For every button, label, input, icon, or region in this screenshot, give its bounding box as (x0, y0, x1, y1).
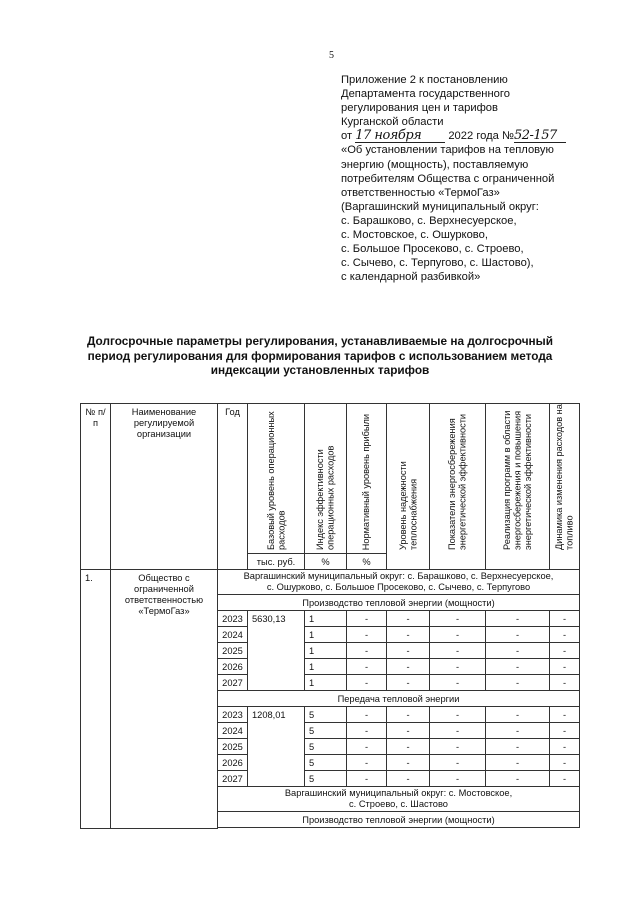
cell-energy-eff: - (430, 723, 486, 739)
section-production-2: Производство тепловой энергии (мощности) (218, 812, 580, 828)
cell-year: 2024 (218, 723, 248, 739)
cell-programs: - (486, 643, 550, 659)
cell-index: 1 (305, 675, 347, 691)
cell-year: 2027 (218, 771, 248, 787)
group2-locations: Варгашинский муниципальный округ: с. Мостовское, с. Строево, с. Шастово (218, 787, 580, 812)
cell-energy-eff: - (430, 707, 486, 723)
cell-fuel: - (550, 659, 580, 675)
header-year: Год (218, 404, 248, 570)
cell-fuel: - (550, 771, 580, 787)
appendix-line: с календарной разбивкой» (341, 271, 481, 284)
appendix-line: с. Сычево, с. Терпугово, с. Шастово), (341, 257, 534, 270)
header-programs: Реализация программ в области энергосбережения и повышения энергетической эффективности (486, 404, 550, 570)
cell-reliability: - (387, 755, 430, 771)
cell-profit: - (347, 675, 387, 691)
unit-profit: % (347, 554, 387, 570)
unit-index: % (305, 554, 347, 570)
cell-programs: - (486, 771, 550, 787)
cell-profit: - (347, 755, 387, 771)
cell-programs: - (486, 707, 550, 723)
handwritten-date: 17 ноября (355, 128, 422, 144)
cell-reliability: - (387, 723, 430, 739)
cell-energy-eff: - (430, 611, 486, 627)
appendix-date-line (341, 129, 586, 143)
cell-energy-eff: - (430, 755, 486, 771)
cell-index: 1 (305, 659, 347, 675)
cell-year: 2027 (218, 675, 248, 691)
appendix-line: (Варгашинский муниципальный округ: (341, 200, 539, 213)
cell-base: 5630,13 (248, 611, 305, 691)
appendix-line: регулирования цен и тарифов (341, 102, 498, 115)
cell-energy-eff: - (430, 771, 486, 787)
header-org: Наименование регулируемой организации (111, 404, 218, 570)
cell-profit: - (347, 611, 387, 627)
appendix-line: Департамента государственного (341, 88, 510, 101)
cell-fuel: - (550, 643, 580, 659)
cell-reliability: - (387, 643, 430, 659)
appendix-line: ответственностью «ТермоГаз» (341, 186, 500, 199)
cell-fuel: - (550, 627, 580, 643)
cell-energy-eff: - (430, 675, 486, 691)
parameters-table (80, 403, 580, 829)
appendix-line: потребителям Общества с ограниченной (341, 172, 555, 185)
appendix-line: Курганской области (341, 116, 444, 129)
cell-fuel: - (550, 755, 580, 771)
cell-profit: - (347, 659, 387, 675)
cell-profit: - (347, 739, 387, 755)
cell-year: 2026 (218, 659, 248, 675)
cell-energy-eff: - (430, 659, 486, 675)
page-number: 5 (329, 50, 334, 61)
group-header-row (81, 570, 580, 595)
cell-index: 5 (305, 771, 347, 787)
appendix-block (341, 73, 586, 284)
cell-index: 5 (305, 739, 347, 755)
cell-year: 2023 (218, 707, 248, 723)
cell-reliability: - (387, 707, 430, 723)
cell-programs: - (486, 627, 550, 643)
cell-programs: - (486, 659, 550, 675)
cell-fuel: - (550, 707, 580, 723)
cell-fuel: - (550, 739, 580, 755)
title-line: индексации установленных тарифов (210, 363, 430, 377)
cell-fuel: - (550, 723, 580, 739)
cell-profit: - (347, 723, 387, 739)
cell-energy-eff: - (430, 739, 486, 755)
cell-year: 2023 (218, 611, 248, 627)
date-prefix: от (341, 130, 353, 143)
cell-index: 5 (305, 707, 347, 723)
cell-index: 5 (305, 723, 347, 739)
cell-reliability: - (387, 611, 430, 627)
row-number: 1. (81, 570, 111, 829)
header-fuel: Динамика изменения расходов на топливо (550, 404, 580, 570)
cell-index: 1 (305, 643, 347, 659)
handwritten-number: 52-157 (514, 128, 557, 144)
cell-year: 2024 (218, 627, 248, 643)
cell-programs: - (486, 739, 550, 755)
header-energy-eff: Показатели энергосбережения энергетической эффективности (430, 404, 486, 570)
cell-programs: - (486, 723, 550, 739)
appendix-line: Приложение 2 к постановлению (341, 74, 508, 86)
org-name: Общество с ограниченной ответственностью «ТермоГаз» (111, 570, 218, 829)
cell-index: 1 (305, 627, 347, 643)
header-profit: Нормативный уровень прибыли (347, 404, 387, 554)
cell-energy-eff: - (430, 627, 486, 643)
date-field (355, 130, 445, 143)
cell-reliability: - (387, 627, 430, 643)
section-production: Производство тепловой энергии (мощности) (218, 595, 580, 611)
appendix-line: с. Мостовское, с. Ошурково, (341, 229, 488, 242)
cell-programs: - (486, 675, 550, 691)
cell-year: 2025 (218, 739, 248, 755)
cell-index: 1 (305, 611, 347, 627)
appendix-line: с. Большое Просеково, с. Строево, (341, 243, 524, 256)
cell-profit: - (347, 643, 387, 659)
cell-reliability: - (387, 675, 430, 691)
cell-reliability: - (387, 771, 430, 787)
cell-reliability: - (387, 739, 430, 755)
year-text: 2022 года № (448, 130, 514, 143)
cell-programs: - (486, 755, 550, 771)
header-reliability: Уровень надежности теплоснабжения (387, 404, 430, 570)
unit-base: тыс. руб. (248, 554, 305, 570)
header-num: № п/п (81, 404, 111, 570)
cell-fuel: - (550, 611, 580, 627)
header-index: Индекс эффективности операционных расходов (305, 404, 347, 554)
cell-year: 2025 (218, 643, 248, 659)
cell-base: 1208,01 (248, 707, 305, 787)
number-field (514, 130, 566, 143)
appendix-line: с. Барашково, с. Верхнесуерское, (341, 214, 517, 227)
header-row (81, 404, 580, 554)
group1-locations: Варгашинский муниципальный округ: с. Барашково, с. Верхнесуерское, с. Ошурково, с. Большое Просеково, с. Сычево, с. Терпугово (218, 570, 580, 595)
title-line: период регулирования для формирования тарифов с использованием метода (87, 348, 553, 363)
header-base: Базовый уровень операционных расходов (248, 404, 305, 554)
document-title (70, 334, 570, 378)
cell-year: 2026 (218, 755, 248, 771)
appendix-line: энергию (мощность), поставляемую (341, 158, 529, 171)
section-transfer: Передача тепловой энергии (218, 691, 580, 707)
cell-profit: - (347, 707, 387, 723)
cell-profit: - (347, 627, 387, 643)
cell-programs: - (486, 611, 550, 627)
cell-profit: - (347, 771, 387, 787)
cell-fuel: - (550, 675, 580, 691)
cell-energy-eff: - (430, 643, 486, 659)
cell-index: 5 (305, 755, 347, 771)
cell-reliability: - (387, 659, 430, 675)
title-line: Долгосрочные параметры регулирования, устанавливаемые на долгосрочный (86, 334, 553, 348)
appendix-line: «Об установлении тарифов на тепловую (341, 144, 554, 157)
